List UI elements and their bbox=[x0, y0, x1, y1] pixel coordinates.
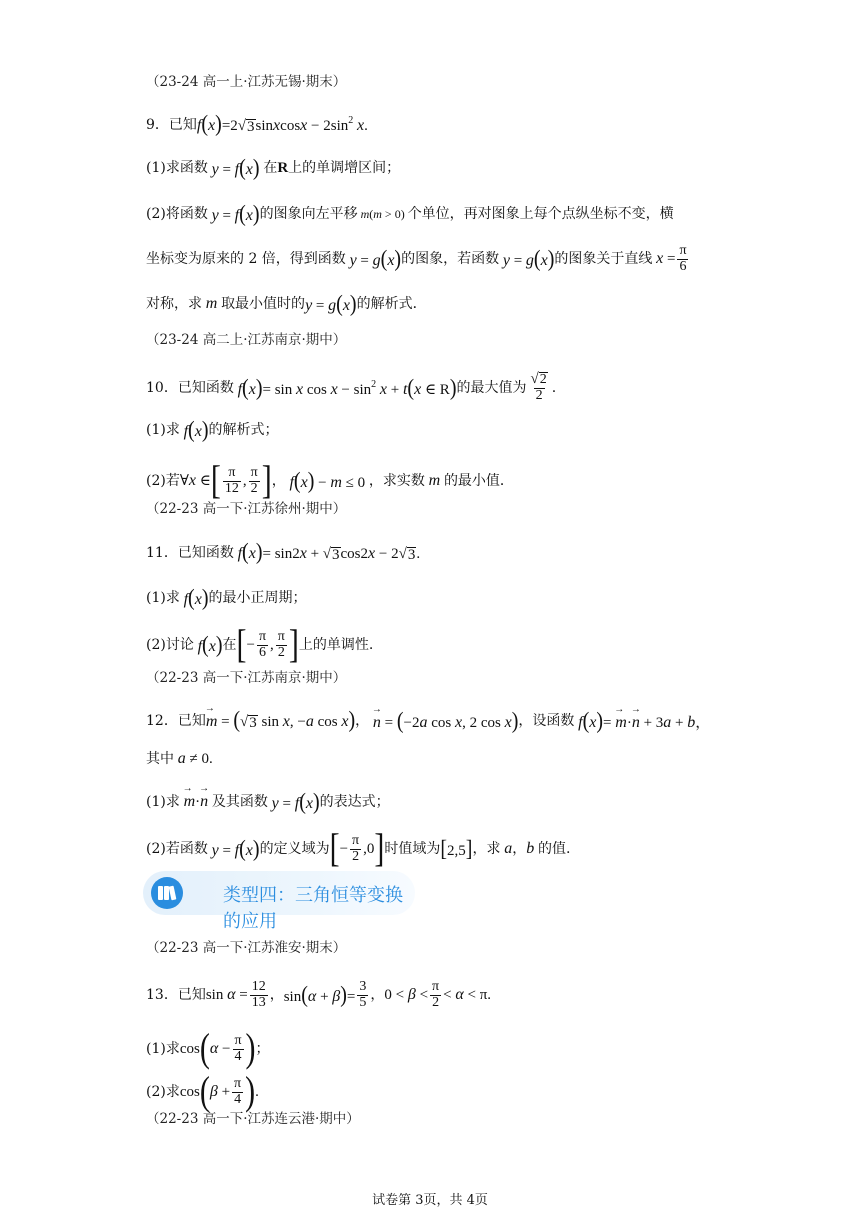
page-footer: 试卷第 3页，共 4页 bbox=[372, 1193, 488, 1208]
q12-part2: (2)若函数 y = f(x) 的定义域为 [ − $\frac{\pi}{2}$ ,0 ] 时值域为 [2,5] ，求 a ， b 的值. bbox=[146, 826, 571, 871]
q11-part1: (1)求 f(x) 的最小正周期； bbox=[146, 585, 307, 611]
q9-part2: (2)将函数 y = f(x) 的图象向左平移 m(m > 0) 个单位，再对图象上每个点纵坐标不变，横 bbox=[146, 201, 674, 227]
books-icon bbox=[151, 877, 183, 909]
section-title: 类型四：三角恒等变换的应用 bbox=[223, 885, 403, 932]
q10-part2: (2)若 ∀x ∈ [ $\frac{\pi}{12}$ , $\frac{\pi}{2}$ ] ， f(x) − m ≤ 0 ，求实数 m 的最小值． bbox=[146, 458, 514, 503]
q10-part1: (1)求 f(x) 的解析式； bbox=[146, 417, 279, 443]
q12-part1: (1)求 → m·→ n 及其函数 y = f(x) 的表达式； bbox=[146, 792, 390, 812]
q9-part1: (1)求函数 y = f(x) 在 R 上的单调增区间； bbox=[146, 155, 401, 181]
source-q13: （22-23 高一下·江苏淮安·期末） bbox=[146, 940, 347, 956]
q10-stem: 10．已知函数 f(x)= sin x $\cos x - \sin^2 x + t(x$ ∈ R) 的最大值为 √ 2 2 . bbox=[146, 371, 557, 403]
q12-stem: 12．已知 → m = ( √ 3 sin x, −a cos x) ， → n = (−2a cos x, 2 cos x) ，设函数 f(x)= → m·→ n + 3a + b， bbox=[146, 710, 710, 731]
q13-stem: 13．已知 sin α = $\frac{12}{13}$ ， sin(α + β)= $\frac{3}{5}$ ， 0 < β < $\frac{\pi}{2}$ < α < π. bbox=[146, 979, 492, 1010]
source-q11: （22-23 高一下·江苏徐州·期中） bbox=[146, 501, 347, 517]
source-q12: （22-23 高一下·江苏南京·期中） bbox=[146, 670, 347, 686]
q11-part2: (2)讨论 f(x) 在 [ − $\frac{\pi}{6}$ , $\frac{\pi}{2}$ ] 上的单调性. bbox=[146, 622, 374, 667]
source-q10: （23-24 高二上·江苏南京·期中） bbox=[146, 332, 347, 348]
q11-stem: 11．已知函数 f(x)= sin2x + √ 3 cos2x − 2 √ 3 . bbox=[146, 539, 421, 565]
source-q9: （23-24 高一上·江苏无锡·期末） bbox=[146, 74, 347, 90]
q9-part2-line2: 坐标变为原来的 2 倍，得到函数 y = g(x) 的图象，若函数 y = g(x) 的图象关于直线 x = $\frac{\pi}{6}$ bbox=[146, 243, 687, 274]
q13-part2: (2)求 cos ( β + $\frac{\pi}{4}$ ) . bbox=[146, 1069, 259, 1114]
section-banner bbox=[143, 871, 415, 932]
q12-stem-line2: 其中 a ≠ 0. bbox=[146, 750, 213, 767]
q13-part1: (1)求 cos ( α − $\frac{\pi}{4}$ ) ； bbox=[146, 1026, 270, 1071]
q9-part2-line3: 对称，求 m 取最小值时的 y = g(x) 的解析式． bbox=[146, 291, 427, 317]
q9-stem: 9．已知 f(x)=2 √ 3 sinxcosx − $2\sin^2$ x. bbox=[146, 111, 368, 137]
source-q14: （22-23 高一下·江苏连云港·期中） bbox=[146, 1111, 360, 1127]
